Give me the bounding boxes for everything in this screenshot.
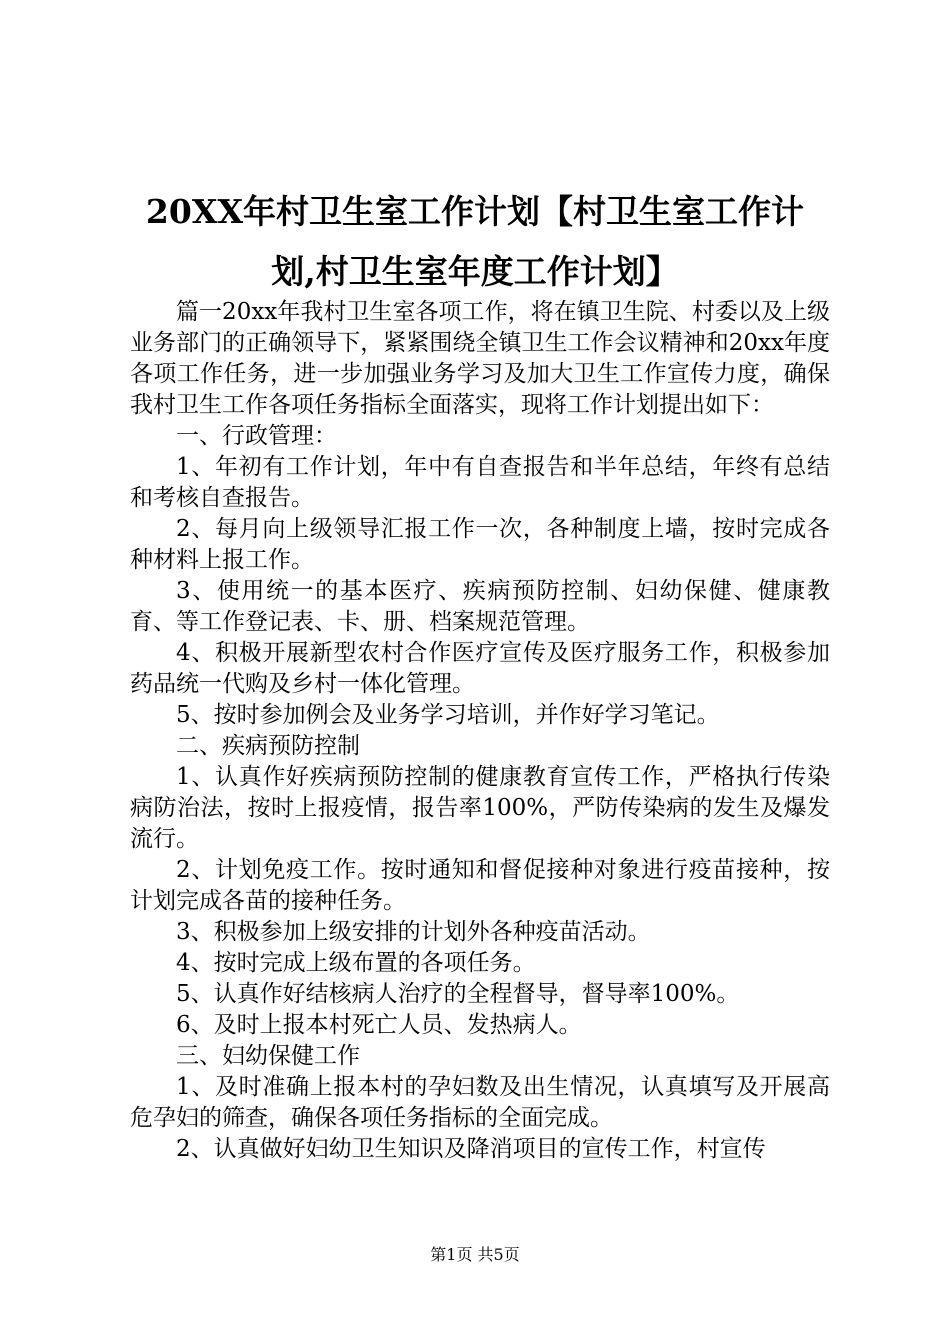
document-body	[130, 297, 830, 1165]
paragraph: 1、认真作好疾病预防控制的健康教育宣传工作，严格执行传染病防治法，按时上报疫情，报告率100%，严防传染病的发生及爆发流行。	[130, 764, 830, 852]
paragraph: 6、及时上报本村死亡人员、发热病人。	[176, 1012, 582, 1038]
paragraph: 2、每月向上级领导汇报工作一次，各种制度上墙，按时完成各种材料上报工作。	[130, 516, 830, 573]
section-heading-disease: 二、疾病预防控制	[176, 733, 360, 759]
title-line-1: 20XX年村卫生室工作计划【村卫生室工作计	[145, 192, 805, 231]
section-heading-admin: 一、行政管理：	[176, 423, 337, 449]
paragraph: 5、认真作好结核病人治疗的全程督导，督导率100%。	[176, 981, 740, 1007]
title-line-2: 划,村卫生室年度工作计划】	[271, 252, 679, 291]
paragraph: 1、及时准确上报本村的孕妇数及出生情况，认真填写及开展高危孕妇的筛查，确保各项任务指标的全面完成。	[130, 1074, 830, 1131]
paragraph-intro: 篇一20xx年我村卫生室各项工作，将在镇卫生院、村委以及上级业务部门的正确领导下，紧紧围绕全镇卫生工作会议精神和20xx年度各项工作任务，进一步加强业务学习及加大卫生工作宣传力度，确保我村卫生工作各项任务指标全面落实，现将工作计划提出如下：	[130, 299, 830, 418]
paragraph: 5、按时参加例会及业务学习培训，并作好学习笔记。	[176, 702, 720, 728]
paragraph: 3、积极参加上级安排的计划外各种疫苗活动。	[176, 919, 651, 945]
page-number-footer: 第1页 共5页	[430, 1245, 520, 1264]
paragraph: 4、按时完成上级布置的各项任务。	[176, 950, 536, 976]
paragraph: 2、计划免疫工作。按时通知和督促接种对象进行疫苗接种，按计划完成各苗的接种任务。	[130, 857, 830, 914]
paragraph: 3、使用统一的基本医疗、疾病预防控制、妇幼保健、健康教育、等工作登记表、卡、册、档案规范管理。	[130, 578, 830, 635]
paragraph: 4、积极开展新型农村合作医疗宣传及医疗服务工作，积极参加药品统一代购及乡村一体化管理。	[130, 640, 830, 697]
paragraph: 1、年初有工作计划，年中有自查报告和半年总结，年终有总结和考核自查报告。	[130, 454, 830, 511]
paragraph: 2、认真做好妇幼卫生知识及降消项目的宣传工作，村宣传	[176, 1136, 766, 1162]
section-heading-maternal: 三、妇幼保健工作	[176, 1043, 360, 1069]
document-title	[120, 182, 830, 302]
